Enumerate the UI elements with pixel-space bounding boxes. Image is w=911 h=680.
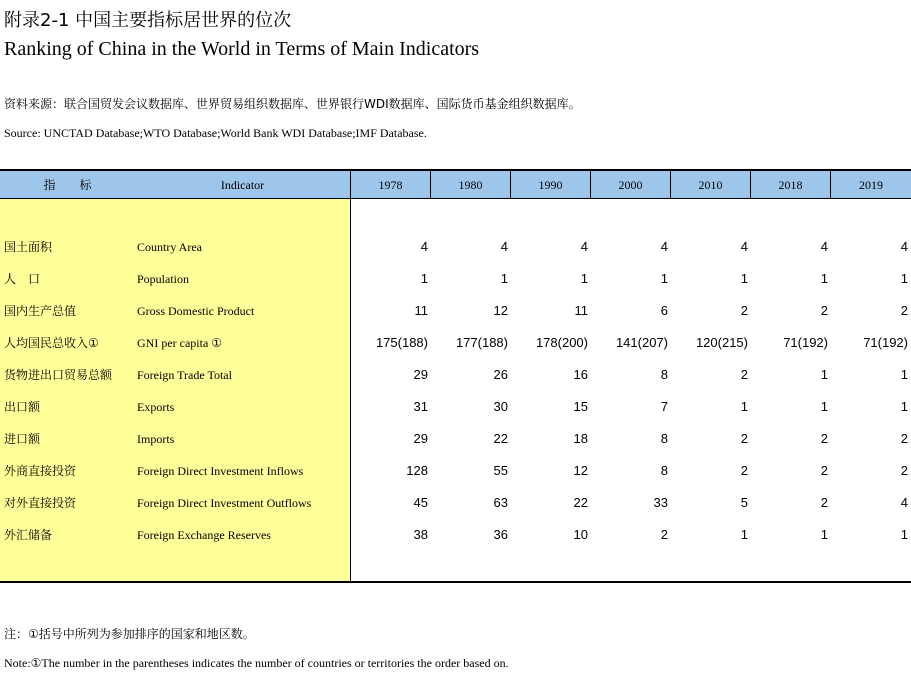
- table-row: [0, 423, 911, 455]
- rank-value: 16: [573, 367, 588, 382]
- rank-value: 10: [573, 527, 588, 542]
- table-row: [0, 487, 911, 519]
- indicator-name-cn: 外商直接投资: [4, 464, 77, 478]
- rank-value: 6: [660, 303, 668, 318]
- indicator-name-en: Imports: [137, 432, 175, 446]
- rank-value: 1: [740, 399, 748, 414]
- rank-value: 141(207): [615, 335, 668, 350]
- rank-value: 128: [406, 463, 428, 478]
- rank-value: 2: [740, 303, 748, 318]
- rank-value: 1: [820, 527, 828, 542]
- header-year: 1990: [538, 178, 563, 192]
- header-year: 2000: [618, 178, 643, 192]
- indicator-name-en: GNI per capita ①: [137, 336, 223, 350]
- rank-value: 1: [820, 367, 828, 382]
- header-year: 1978: [378, 178, 403, 192]
- rank-value: 71(192): [863, 335, 908, 350]
- rank-value: 1: [740, 271, 748, 286]
- rank-value: 7: [660, 399, 668, 414]
- rank-value: 2: [900, 431, 908, 446]
- table-header: [0, 169, 911, 199]
- rank-value: 2: [900, 463, 908, 478]
- indicator-name-cn: 人 口: [4, 272, 41, 286]
- rank-value: 4: [500, 239, 508, 254]
- rank-value: 4: [420, 239, 428, 254]
- indicator-name-en: Country Area: [137, 240, 202, 254]
- rank-value: 15: [573, 399, 588, 414]
- rank-value: 1: [900, 271, 908, 286]
- rank-value: 175(188): [375, 335, 428, 350]
- rank-value: 1: [420, 271, 428, 286]
- rank-value: 71(192): [783, 335, 828, 350]
- indicator-name-en: Gross Domestic Product: [137, 304, 255, 318]
- indicator-name-en: Foreign Direct Investment Outflows: [137, 496, 312, 510]
- indicator-name-cn: 外汇储备: [4, 528, 53, 542]
- source-note-chinese: 资料来源：联合国贸发会议数据库、世界贸易组织数据库、世界银行WDI数据库、国际货币基金组织数据库。: [4, 97, 581, 111]
- indicator-name-cn: 进口额: [4, 432, 41, 446]
- rank-value: 26: [493, 367, 508, 382]
- table-row: [0, 295, 911, 327]
- table-row: [0, 263, 911, 295]
- rank-value: 2: [740, 431, 748, 446]
- rank-value: 11: [574, 303, 588, 318]
- rank-value: 4: [660, 239, 668, 254]
- table-row: [0, 455, 911, 487]
- rank-value: 36: [493, 527, 508, 542]
- page-title-english: Ranking of China in the World in Terms of Main Indicators: [4, 38, 480, 60]
- page-title-chinese: 附录2-1 中国主要指标居世界的位次: [4, 10, 292, 31]
- ranking-table: [0, 169, 911, 584]
- rank-value: 1: [820, 271, 828, 286]
- rank-value: 22: [493, 431, 508, 446]
- rank-value: 4: [580, 239, 588, 254]
- rank-value: 29: [413, 431, 428, 446]
- rank-value: 2: [660, 527, 668, 542]
- rank-value: 8: [660, 367, 668, 382]
- rank-value: 2: [740, 367, 748, 382]
- indicator-name-en: Foreign Trade Total: [137, 368, 232, 382]
- rank-value: 2: [820, 495, 828, 510]
- rank-value: 1: [900, 399, 908, 414]
- rank-value: 2: [820, 463, 828, 478]
- rank-value: 2: [820, 303, 828, 318]
- rank-value: 4: [740, 239, 748, 254]
- rank-value: 4: [820, 239, 828, 254]
- header-indicator-en: Indicator: [220, 178, 265, 192]
- indicator-name-cn: 国土面积: [4, 240, 53, 254]
- rank-value: 45: [413, 495, 428, 510]
- table-row: [0, 519, 911, 551]
- table-bottom-border: [0, 581, 911, 583]
- table-row: [0, 231, 911, 263]
- rank-value: 8: [660, 463, 668, 478]
- rank-value: 38: [413, 527, 428, 542]
- indicator-name-cn: 货物进出口贸易总额: [4, 368, 113, 382]
- header-year: 2010: [698, 178, 723, 192]
- header-year: 2018: [778, 178, 803, 192]
- rank-value: 1: [500, 271, 508, 286]
- rank-value: 1: [580, 271, 588, 286]
- table-row: [0, 391, 911, 423]
- table-row: [0, 327, 911, 359]
- indicator-name-en: Foreign Direct Investment Inflows: [137, 464, 304, 478]
- rank-value: 4: [900, 239, 908, 254]
- rank-value: 2: [900, 303, 908, 318]
- rank-value: 31: [413, 399, 428, 414]
- rank-value: 5: [740, 495, 748, 510]
- header-year: 1980: [458, 178, 483, 192]
- indicator-name-cn: 人均国民总收入①: [4, 336, 99, 350]
- rank-value: 33: [653, 495, 668, 510]
- rank-value: 4: [900, 495, 908, 510]
- footnote-english: Note:①The number in the parentheses indicates the number of countries or territories the order based on.: [4, 656, 509, 670]
- rank-value: 12: [573, 463, 588, 478]
- indicator-name-cn: 出口额: [4, 400, 41, 414]
- rank-value: 55: [493, 463, 508, 478]
- rank-value: 1: [820, 399, 828, 414]
- rank-value: 1: [660, 271, 668, 286]
- rank-value: 2: [820, 431, 828, 446]
- indicator-name-en: Population: [137, 272, 190, 286]
- rank-value: 1: [900, 367, 908, 382]
- rank-value: 2: [740, 463, 748, 478]
- rank-value: 8: [660, 431, 668, 446]
- rank-value: 1: [740, 527, 748, 542]
- rank-value: 1: [900, 527, 908, 542]
- rank-value: 22: [573, 495, 588, 510]
- source-note-english: Source: UNCTAD Database;WTO Database;World Bank WDI Database;IMF Database.: [4, 126, 427, 140]
- footnote-chinese: 注：①括号中所列为参加排序的国家和地区数。: [4, 627, 255, 641]
- rank-value: 29: [413, 367, 428, 382]
- table-row: [0, 359, 911, 391]
- rank-value: 177(188): [455, 335, 508, 350]
- rank-value: 120(215): [695, 335, 748, 350]
- rank-value: 178(200): [535, 335, 588, 350]
- rank-value: 12: [493, 303, 508, 318]
- rank-value: 11: [414, 303, 428, 318]
- indicator-name-cn: 国内生产总值: [4, 304, 77, 318]
- indicator-name-en: Exports: [137, 400, 175, 414]
- rank-value: 30: [493, 399, 508, 414]
- indicator-name-en: Foreign Exchange Reserves: [137, 528, 271, 542]
- rank-value: 18: [573, 431, 588, 446]
- indicator-name-cn: 对外直接投资: [4, 496, 77, 510]
- rank-value: 63: [493, 495, 508, 510]
- header-indicator-cn: 指 标: [43, 178, 92, 192]
- header-year: 2019: [859, 178, 883, 192]
